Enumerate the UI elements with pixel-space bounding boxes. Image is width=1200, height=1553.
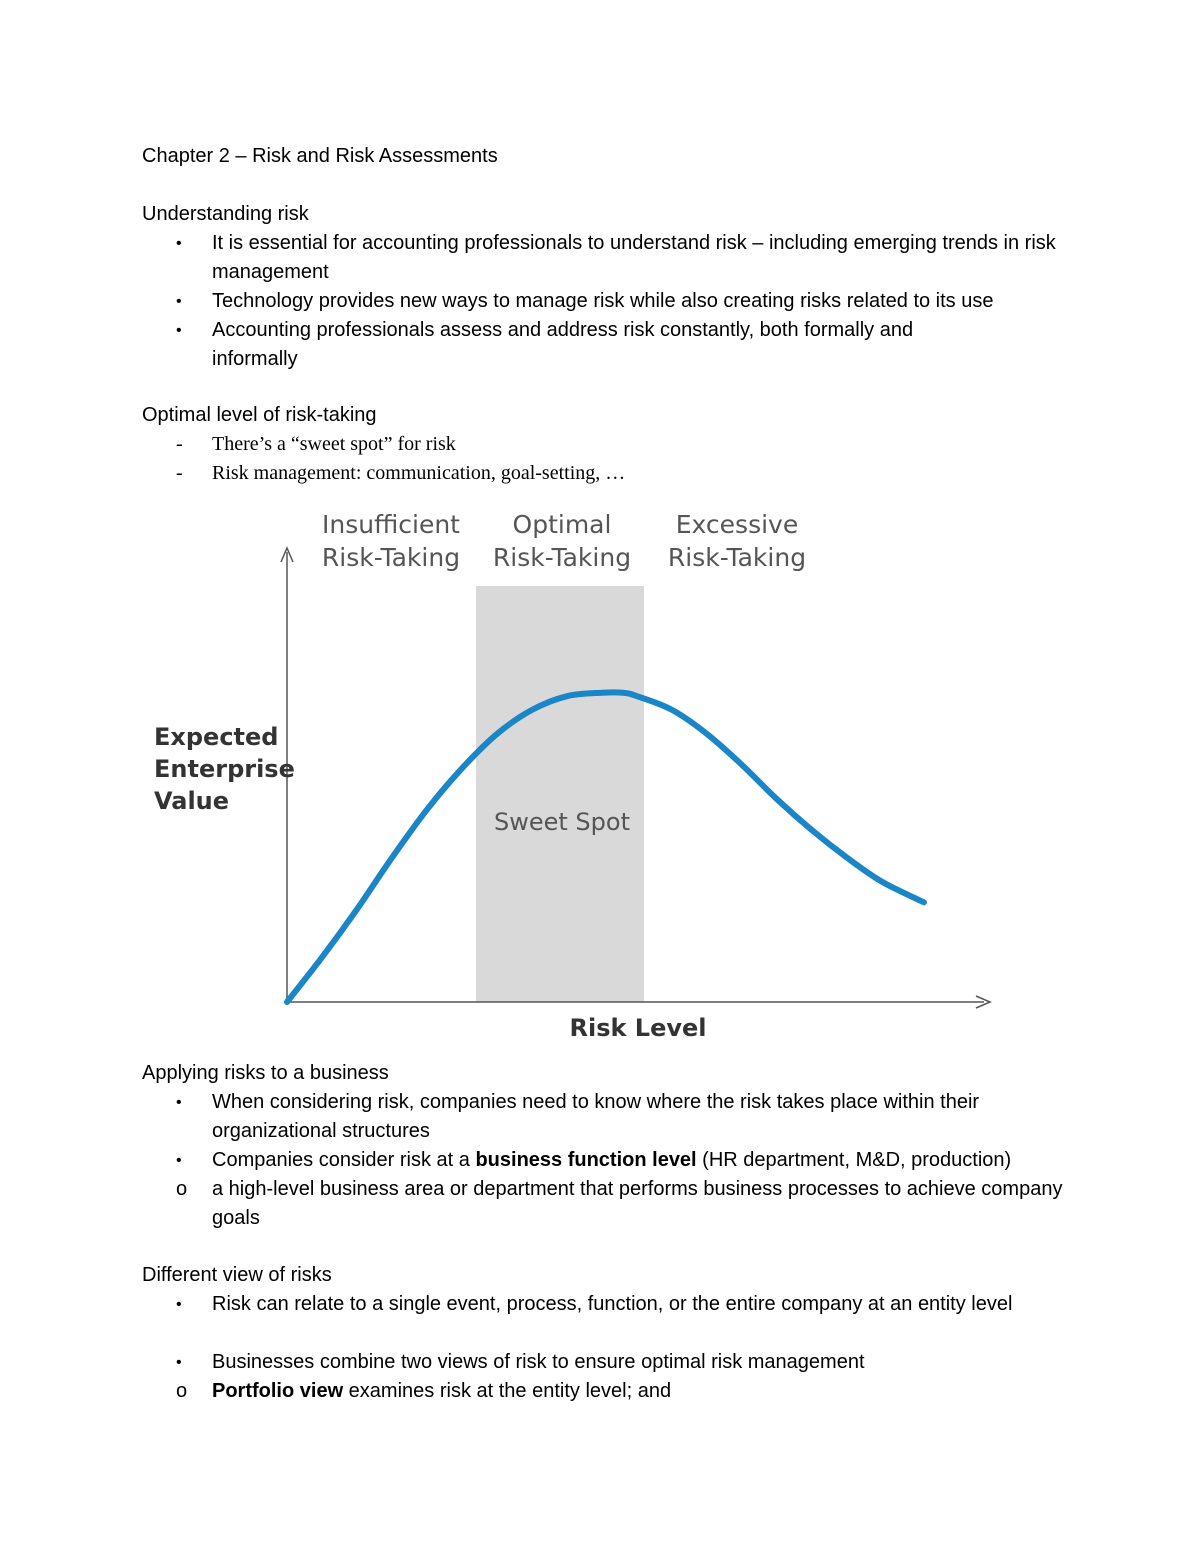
dash-item-text: Risk management: communication, goal-setting, … — [212, 462, 626, 484]
bullet-text: Companies consider risk at a business function level (HR department, M&D, production) — [212, 1149, 1012, 1171]
section-heading-different-view: Different view of risks — [142, 1264, 332, 1286]
section-heading-understanding-risk: Understanding risk — [142, 203, 309, 225]
bullet-text: Technology provides new ways to manage risk while also creating risks related to its use — [212, 290, 994, 312]
region-label: Optimal — [512, 510, 612, 539]
bullet-marker: • — [176, 235, 182, 252]
sweet-spot-label: Sweet Spot — [494, 808, 630, 836]
dash-item-text: There’s a “sweet spot” for risk — [212, 433, 456, 455]
y-axis-label: Enterprise — [154, 755, 295, 783]
bullet-marker: • — [176, 322, 182, 339]
bullet-text: When considering risk, companies need to know where the risk takes place within their organizational structures — [212, 1091, 980, 1142]
sub-bullet-text: Portfolio view examines risk at the entity level; and — [212, 1380, 672, 1402]
sub-bullet-text: a high-level business area or department that performs business processes to achieve company goals — [212, 1178, 1063, 1229]
bullet-marker: • — [176, 1354, 182, 1371]
x-axis-label: Risk Level — [569, 1014, 707, 1042]
region-label: Risk-Taking — [492, 543, 632, 572]
document-title: Chapter 2 – Risk and Risk Assessments — [142, 145, 498, 167]
bullet-text: Businesses combine two views of risk to ensure optimal risk management — [212, 1351, 865, 1373]
bold-term: business function level — [475, 1149, 697, 1171]
dash-marker: - — [176, 462, 183, 484]
region-label: Risk-Taking — [321, 543, 461, 572]
region-label: Insufficient — [322, 510, 460, 539]
bullet-text: Risk can relate to a single event, process, function, or the entire company at an entity level — [212, 1293, 1013, 1315]
bullet-marker: • — [176, 1094, 182, 1111]
bullet-text: It is essential for accounting professionals to understand risk – including emerging trends in risk management — [212, 232, 1056, 283]
bullet-text: Accounting professionals assess and address risk constantly, both formally and informally — [212, 319, 914, 370]
circle-marker: o — [176, 1178, 188, 1200]
bullet-marker: • — [176, 1296, 182, 1313]
bullet-marker: • — [176, 1152, 182, 1169]
section-heading-applying-risks: Applying risks to a business — [142, 1062, 389, 1084]
y-axis-label: Value — [154, 787, 230, 815]
sweet-spot-region — [476, 586, 644, 1002]
y-axis-label: Expected — [154, 723, 279, 751]
region-label: Risk-Taking — [667, 543, 807, 572]
bold-term: Portfolio view — [212, 1380, 344, 1402]
dash-marker: - — [176, 433, 183, 455]
bullet-marker: • — [176, 293, 182, 310]
region-label: Excessive — [675, 510, 799, 539]
section-heading-optimal-level: Optimal level of risk-taking — [142, 404, 377, 426]
circle-marker: o — [176, 1380, 188, 1402]
